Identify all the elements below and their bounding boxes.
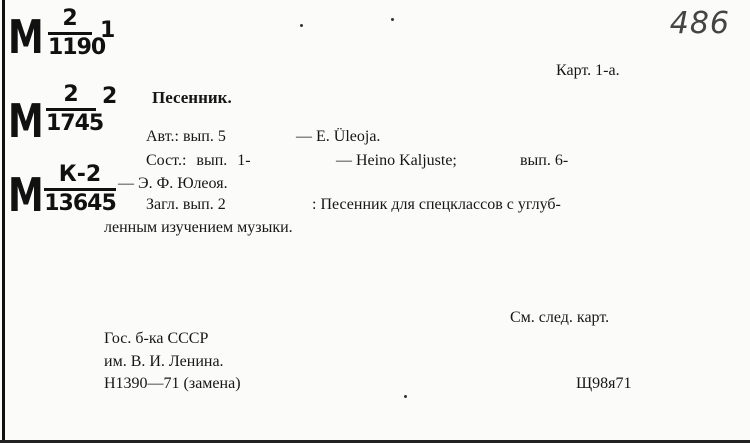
compiler-extra: вып. 6-: [520, 152, 569, 169]
compiler-continuation: — Э. Ф. Юлеоя.: [118, 175, 228, 192]
shelf-copy-1: 1: [100, 18, 116, 43]
author-label: Авт.: вып. 5: [146, 128, 226, 145]
shelf-fraction-2-num: 2: [63, 82, 79, 107]
ztitle-value: : Песенник для спецклассов с углуб-: [312, 196, 561, 213]
card-number: Карт. 1-а.: [556, 62, 620, 79]
compiler-label: Сост.: вып. 1-: [146, 152, 251, 169]
shelf-fraction-1: [48, 6, 106, 60]
inventory-number: 486: [669, 6, 730, 41]
shelf-fraction-2: [46, 82, 104, 136]
shelf-fraction-1-num: 2: [62, 6, 78, 31]
scan-speck: [391, 18, 394, 21]
shelf-mark-3: M: [8, 168, 44, 222]
library-line-1: Гос. б-ка СССР: [104, 330, 209, 347]
shelf-fraction-3-den: 13645: [44, 191, 116, 216]
shelf-fraction-3: [44, 164, 116, 215]
classification-code: Щ98я71: [576, 375, 632, 392]
library-line-2: им. В. И. Ленина.: [104, 353, 224, 370]
shelf-copy-2: 2: [102, 84, 118, 109]
shelf-fraction-1-den: 1190: [48, 35, 106, 60]
author-value: — E. Üleoja.: [296, 128, 381, 145]
shelf-fraction-3-num: К-2: [58, 162, 102, 187]
scan-speck: [300, 24, 303, 27]
scan-speck: [404, 395, 407, 398]
shelf-fraction-2-den: 1745: [46, 111, 104, 136]
card-left-edge: [2, 0, 5, 443]
compiler-value: — Heino Kaljuste;: [336, 152, 457, 169]
card-title: Песенник.: [152, 88, 232, 107]
shelf-mark-1: M: [8, 10, 44, 64]
library-line-3: Н1390—71 (замена): [104, 375, 241, 392]
ztitle-label: Загл. вып. 2: [146, 196, 226, 213]
see-next-card: См. след. карт.: [510, 309, 610, 326]
ztitle-continuation: ленным изучением музыки.: [104, 219, 293, 236]
shelf-mark-2: M: [8, 94, 44, 148]
